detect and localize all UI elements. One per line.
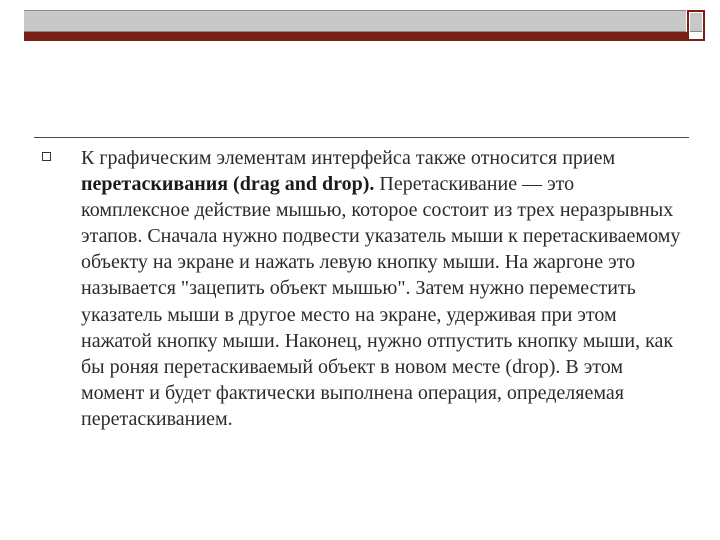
corner-decoration: [687, 10, 705, 41]
bold-term: перетаскивания (drag and drop).: [81, 173, 375, 196]
corner-decoration-inner: [690, 13, 702, 32]
title-divider: [34, 137, 689, 138]
accent-stripe: [24, 32, 688, 41]
body-paragraph: [81, 145, 685, 432]
paragraph-text-end: Перетаскивание — это комплексное действие мышью, которое состоит из трех неразрывных этапов. Сначала нужно подвести указатель мыши к перетаскиваемому объекту на экране и нажать левую кнопку мыши. На жаргоне это называется "зацепить объект мышью". Затем нужно переместить указатель мыши в другое место на экране, удерживая при этом нажатой кнопку мыши. Наконец, нужно отпустить кнопку мыши, как бы роняя перетаскиваемый объект в новом месте (drop). В этом момент и будет фактически выполнена операция, определяемая перетаскиванием.: [81, 173, 681, 430]
square-bullet-icon: [42, 152, 51, 161]
paragraph-text-start: К графическим элементам интерфейса также относится прием: [81, 147, 616, 169]
header-bar: [24, 10, 686, 32]
